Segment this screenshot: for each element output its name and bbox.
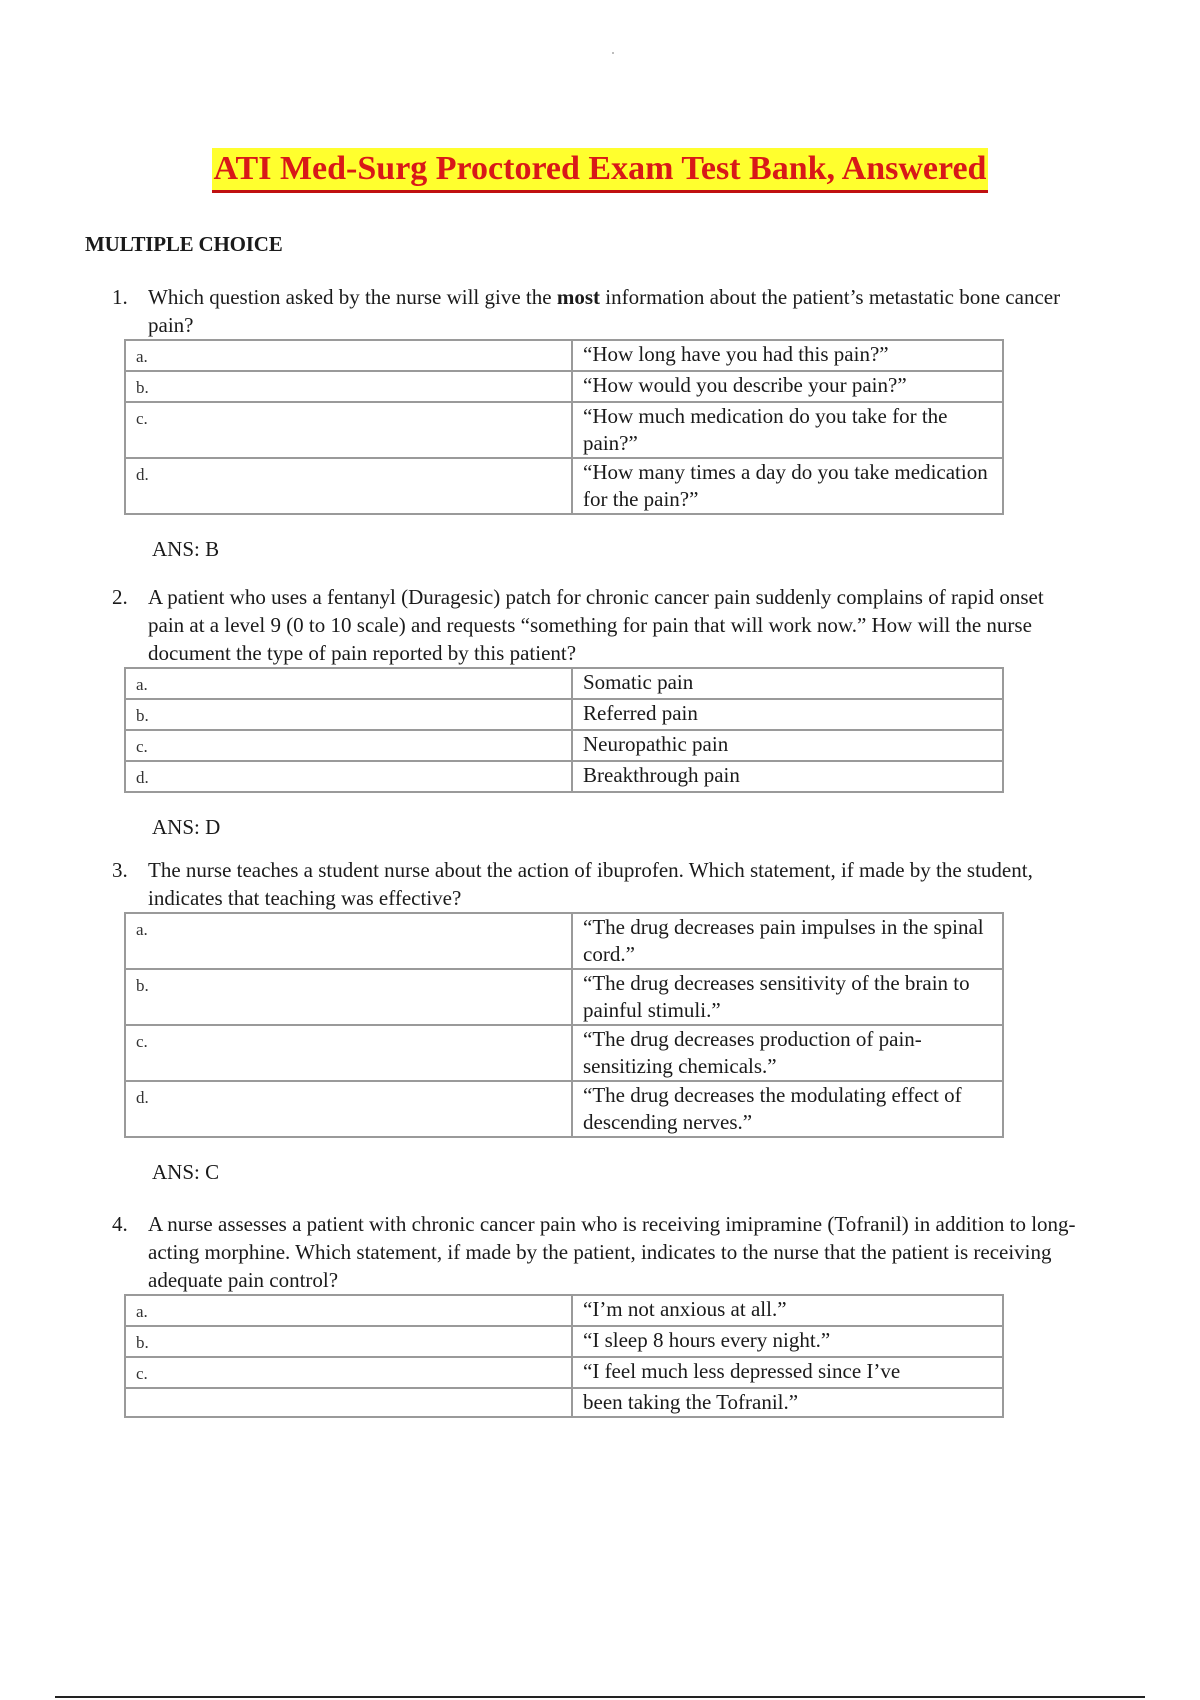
option-letter: c. [125,730,572,761]
answer-key: ANS: C [152,1160,220,1184]
option-text: “I sleep 8 hours every night.” [572,1326,1003,1357]
option-letter: a. [125,340,572,371]
answer-key: ANS: D [152,815,221,839]
document-title: ATI Med-Surg Proctored Exam Test Bank, Answered [212,148,989,193]
option-letter: d. [125,1081,572,1137]
option-text: been taking the Tofranil.” [572,1388,1003,1417]
title-container [0,148,1200,193]
option-text: “How would you describe your pain?” [572,371,1003,402]
answer-key: ANS: B [152,537,220,561]
emphasis-word: most [556,285,600,309]
footer-rule [55,1696,1145,1698]
option-row [125,371,1003,402]
option-text: “I’m not anxious at all.” [572,1295,1003,1326]
question-stem [112,583,1082,667]
question-text: The nurse teaches a student nurse about the action of ibuprofen. Which statement, if made by the student, indicates that teaching was effective? [148,858,1033,910]
option-row [125,1357,1003,1388]
option-letter: d. [125,458,572,514]
option-letter: c. [125,402,572,458]
option-text: “How much medication do you take for the pain?” [572,402,1003,458]
option-row [125,913,1003,969]
question-4 [112,1210,1082,1418]
question-number: 1. [112,285,128,309]
option-letter: b. [125,371,572,402]
option-letter: b. [125,969,572,1025]
question-stem [112,283,1082,339]
option-text: “The drug decreases sensitivity of the brain to painful stimuli.” [572,969,1003,1025]
question-text: A nurse assesses a patient with chronic cancer pain who is receiving imipramine (Tofranil) in addition to long-acting morphine. Which statement, if made by the patient, indicates to the nurse that the patient is receiving adequate pain control? [148,1212,1076,1292]
scan-speck [612,52,614,54]
option-letter: c. [125,1357,572,1388]
question-text: A patient who uses a fentanyl (Duragesic) patch for chronic cancer pain suddenly complains of rapid onset pain at a level 9 (0 to 10 scale) and requests “something for pain that will work now.” How will the nurse document the type of pain reported by this patient? [148,585,1044,665]
option-text: “The drug decreases production of pain-sensitizing chemicals.” [572,1025,1003,1081]
option-letter: a. [125,913,572,969]
option-row [125,340,1003,371]
option-text: “How many times a day do you take medication for the pain?” [572,458,1003,514]
question-number: 2. [112,585,128,609]
question-1 [112,283,1082,562]
option-letter: a. [125,668,572,699]
option-letter: b. [125,699,572,730]
option-letter: a. [125,1295,572,1326]
option-row [125,402,1003,458]
option-text: Referred pain [572,699,1003,730]
option-text: “I feel much less depressed since I’ve [572,1357,1003,1388]
option-row [125,668,1003,699]
option-text: “The drug decreases the modulating effect of descending nerves.” [572,1081,1003,1137]
option-row [125,1025,1003,1081]
option-text: Breakthrough pain [572,761,1003,792]
options-table [124,339,1004,515]
section-heading: MULTIPLE CHOICE [85,232,283,256]
option-text: “The drug decreases pain impulses in the spinal cord.” [572,913,1003,969]
option-text: Neuropathic pain [572,730,1003,761]
question-number: 3. [112,858,128,882]
option-row [125,761,1003,792]
option-text: “How long have you had this pain?” [572,340,1003,371]
option-row [125,458,1003,514]
question-stem [112,1210,1082,1294]
option-row [125,1326,1003,1357]
option-letter [125,1388,572,1417]
option-row [125,1295,1003,1326]
option-text: Somatic pain [572,668,1003,699]
option-row [125,1388,1003,1417]
options-table [124,667,1004,793]
question-text: Which question asked by the nurse will give the most information about the patient’s metastatic bone cancer pain? [148,285,1061,337]
question-stem [112,856,1082,912]
question-number: 4. [112,1212,128,1236]
option-row [125,1081,1003,1137]
option-row [125,730,1003,761]
option-row [125,699,1003,730]
options-table [124,1294,1004,1418]
question-2 [112,583,1082,840]
option-letter: b. [125,1326,572,1357]
options-table [124,912,1004,1138]
option-letter: c. [125,1025,572,1081]
option-row [125,969,1003,1025]
option-letter: d. [125,761,572,792]
question-3 [112,856,1082,1185]
